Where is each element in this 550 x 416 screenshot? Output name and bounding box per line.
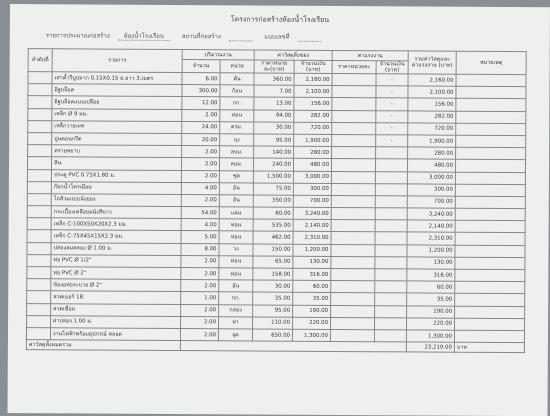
row-price: 360.00: [254, 73, 294, 85]
row-labor-amount: [375, 281, 407, 293]
row-item: ก๊อกน้ำโครเมียม: [51, 181, 181, 194]
row-total: 1,200.00: [407, 245, 455, 257]
header-material: ค่าวัสดุสิ่งของ: [254, 50, 332, 60]
row-labor-price: [331, 220, 375, 232]
row-unit: อัน: [219, 195, 253, 207]
row-qty: 4.00: [181, 219, 219, 231]
row-remark: [456, 86, 526, 99]
grand-total-spacer: [180, 341, 406, 352]
row-labor-amount: -: [376, 122, 408, 134]
row-amount: 220.00: [293, 317, 331, 329]
row-amount: 3,000.00: [293, 171, 331, 183]
row-item: ท่อ PVC Ø 2": [51, 267, 181, 280]
row-price: 7.00: [254, 85, 294, 97]
row-unit: ลบม.: [220, 146, 254, 158]
row-no: [27, 181, 51, 193]
row-item: ท่อ PVC Ø 1/2": [51, 255, 181, 268]
row-price: 650.00: [252, 329, 292, 341]
row-no: [28, 133, 52, 145]
row-remark: [455, 269, 525, 282]
row-labor-price: [331, 171, 375, 183]
row-price: 94.00: [254, 110, 294, 122]
row-total: 2,310.00: [407, 232, 455, 244]
row-item: หิน: [51, 157, 181, 170]
row-amount: 2,160.00: [294, 73, 332, 85]
row-unit: ตรม.: [220, 122, 254, 134]
row-total: 280.00: [408, 147, 456, 159]
row-qty: 24.00: [182, 121, 220, 133]
row-labor-price: [332, 134, 376, 146]
row-no: [28, 108, 52, 120]
row-no: [27, 242, 51, 254]
row-total: 2,160.00: [408, 74, 456, 86]
row-unit: กล่อง: [219, 304, 253, 316]
row-qty: 2.00: [181, 255, 219, 267]
grand-total-value: 23,219.00: [406, 342, 454, 352]
row-total: 190.00: [407, 305, 455, 317]
row-labor-price: [331, 244, 375, 256]
row-qty: 1.00: [181, 292, 219, 304]
row-amount: 2,100.00: [294, 85, 332, 97]
row-price: 462.00: [253, 231, 293, 243]
info-value-location: [229, 33, 253, 41]
row-labor-amount: [376, 147, 408, 159]
row-labor-amount: [375, 220, 407, 232]
row-amount: 300.00: [293, 183, 331, 195]
row-item: เหล็กวายเมท: [52, 121, 182, 134]
row-qty: 8.00: [181, 243, 219, 255]
row-amount: 280.00: [294, 146, 332, 158]
header-qty-unit: หน่วย: [220, 60, 254, 73]
row-amount: 156.00: [294, 98, 332, 110]
header-labor: ค่าแรงงาน: [332, 50, 408, 60]
document-title: โครงการก่อสร้างห้องน้ำโรงเรียน: [230, 15, 330, 24]
header-total: รวมค่าวัสดุและค่าแรงงาน (บาท): [408, 51, 456, 74]
row-item: ฝาปล่อง 1.00 ม.: [51, 316, 181, 329]
row-labor-price: [332, 147, 376, 159]
row-price: 1,500.00: [253, 170, 293, 182]
row-amount: 480.00: [293, 159, 331, 171]
project-info: [46, 30, 331, 42]
row-no: [27, 267, 51, 279]
row-price: 140.00: [254, 146, 294, 158]
row-unit: ก้อน: [220, 85, 254, 97]
row-labor-amount: [375, 257, 407, 269]
row-price: 60.00: [253, 207, 293, 219]
row-unit: ฝา: [219, 317, 253, 329]
info-label-location: สถานที่ก่อสร้าง: [181, 33, 221, 41]
row-labor-price: [331, 256, 375, 268]
row-item: อิฐบล็อค: [52, 84, 182, 97]
row-no: [27, 279, 51, 291]
row-unit: ชุด: [219, 170, 253, 182]
row-remark: [455, 220, 525, 233]
row-no: [27, 206, 51, 218]
row-item: งานไฟฟ้าพร้อมอุปกรณ์ หลอด: [50, 328, 180, 341]
row-labor-amount: [375, 305, 407, 317]
row-labor-price: [331, 293, 375, 305]
row-qty: 20.00: [182, 133, 220, 145]
row-item: ข้องอท่อระบาย Ø 2": [51, 279, 181, 292]
row-unit: ท่อน: [219, 219, 253, 231]
row-labor-price: [332, 122, 376, 134]
row-remark: [455, 306, 525, 319]
row-unit: วง: [219, 243, 253, 255]
row-qty: 2.00: [181, 158, 219, 170]
row-price: 30.00: [254, 122, 294, 134]
row-no: [28, 96, 52, 108]
row-labor-amount: [375, 293, 407, 305]
row-price: 158.00: [253, 268, 293, 280]
row-total: 1,300.00: [406, 330, 454, 342]
row-unit: กก.: [219, 292, 253, 304]
grand-total-label: ค่าวัสดุทั้งหมดรวม: [26, 340, 180, 351]
row-total: 3,000.00: [407, 171, 455, 183]
header-mat-price: ราคาหน่วยละ(บาท): [254, 60, 294, 73]
row-labor-price: [332, 86, 376, 98]
row-total: 2,140.00: [407, 220, 455, 232]
row-no: [28, 120, 52, 132]
row-qty: 2.00: [180, 328, 218, 340]
row-no: [27, 169, 51, 181]
row-labor-amount: -: [376, 86, 408, 98]
row-unit: อัน: [219, 182, 253, 194]
row-remark: [455, 184, 525, 197]
row-qty: 300.00: [182, 85, 220, 97]
row-total: 480.00: [408, 159, 456, 171]
row-total: 1,900.00: [408, 135, 456, 147]
row-qty: 6.00: [182, 73, 220, 85]
row-unit: ถุง: [220, 134, 254, 146]
row-qty: 2.00: [182, 146, 220, 158]
info-label-plan: แบบเลขที่: [264, 33, 290, 41]
row-qty: 2.00: [182, 109, 220, 121]
row-item: ทรายหยาบ: [52, 145, 182, 158]
row-total: 2,100.00: [408, 86, 456, 98]
row-remark: [456, 74, 526, 87]
row-unit: ลบม.: [219, 158, 253, 170]
row-amount: 35.00: [293, 293, 331, 305]
row-no: [27, 315, 51, 327]
header-quantity: ปริมาณงาน: [182, 50, 254, 60]
row-no: [27, 230, 51, 242]
row-labor-price: [332, 98, 376, 110]
row-no: [27, 254, 51, 266]
row-amount: 2,310.00: [293, 232, 331, 244]
row-unit: ต้น: [220, 73, 254, 85]
row-labor-price: [331, 208, 375, 220]
row-labor-price: [332, 73, 376, 85]
row-item: อิฐบล็อคแบบเปลือย: [52, 96, 182, 109]
row-unit: กก.: [220, 97, 254, 109]
row-unit: ท่อน: [219, 268, 253, 280]
row-labor-amount: -: [376, 135, 408, 147]
row-item: เสาค้ำรีบูปมาก 0.15X0.15 ม.ยาว 3.เมตร: [52, 72, 182, 85]
row-qty: 2.00: [181, 280, 219, 292]
row-remark: [455, 281, 525, 294]
row-remark: [456, 147, 526, 160]
grand-total-row: [26, 340, 524, 353]
row-item: เหล็ก C-75X45X15X2.3 มม.: [51, 230, 181, 243]
row-price: 535.00: [253, 219, 293, 231]
row-remark: [454, 330, 524, 343]
grand-total-unit: บาท: [454, 342, 524, 352]
row-labor-amount: [375, 232, 407, 244]
row-item: ลวดเชื่อม: [51, 303, 181, 316]
row-amount: 1,300.00: [292, 329, 330, 341]
row-remark: [455, 294, 525, 307]
row-remark: [455, 257, 525, 270]
row-unit: ท่อน: [220, 109, 254, 121]
row-amount: 720.00: [294, 122, 332, 134]
row-item: ปล่องลมคลอง Ø 1.00 ม.: [51, 242, 181, 255]
row-labor-price: [331, 305, 375, 317]
row-amount: 3,240.00: [293, 207, 331, 219]
row-no: [27, 193, 51, 205]
row-total: 156.00: [408, 98, 456, 110]
row-remark: [455, 245, 525, 258]
row-price: 75.00: [253, 183, 293, 195]
row-price: 13.00: [254, 97, 294, 109]
estimate-table: [26, 48, 527, 353]
row-labor-amount: [375, 159, 407, 171]
row-labor-amount: [375, 244, 407, 256]
row-item: กระเบื้องเคลือบผนังสีขาว: [51, 206, 181, 219]
info-value-estimate: ห้องน้ำโรงเรียน: [118, 33, 170, 41]
row-total: 700.00: [407, 196, 455, 208]
row-labor-price: [331, 317, 375, 329]
row-total: 282.00: [408, 110, 456, 122]
row-labor-price: [330, 329, 374, 341]
row-labor-price: [332, 110, 376, 122]
header-item: รายการ: [52, 49, 182, 73]
row-price: 240.00: [253, 158, 293, 170]
row-qty: 12.00: [182, 97, 220, 109]
header-no: ลำดับที่: [28, 49, 52, 72]
row-labor-price: [331, 281, 375, 293]
row-item: โถส้วมแบบนั่งยอง: [51, 194, 181, 207]
row-total: 220.00: [407, 318, 455, 330]
row-qty: 2.00: [181, 316, 219, 328]
row-item: เหล็ก Ø 9 มม.: [52, 108, 182, 121]
header-qty-count: จำนวน: [182, 60, 220, 73]
row-amount: 2,140.00: [293, 219, 331, 231]
row-labor-amount: -: [376, 98, 408, 110]
row-labor-amount: [375, 208, 407, 220]
row-price: 110.00: [253, 317, 293, 329]
row-total: 130.00: [407, 257, 455, 269]
row-amount: 130.00: [293, 256, 331, 268]
row-total: 60.00: [407, 281, 455, 293]
info-value-plan: [297, 34, 321, 42]
row-amount: 316.00: [293, 268, 331, 280]
document-page: [8, 4, 550, 416]
header-mat-amount: จำนวนเงิน (บาท): [294, 60, 332, 73]
row-amount: 1,200.00: [293, 244, 331, 256]
row-amount: 190.00: [293, 305, 331, 317]
row-remark: [456, 123, 526, 136]
row-total: 3,240.00: [407, 208, 455, 220]
row-labor-amount: -: [376, 110, 408, 122]
row-remark: [455, 208, 525, 221]
row-labor-amount: [374, 330, 406, 342]
row-total: 300.00: [407, 184, 455, 196]
row-price: 95.00: [254, 134, 294, 146]
row-labor-amount: [375, 269, 407, 281]
row-labor-price: [331, 183, 375, 195]
row-total: 316.00: [407, 269, 455, 281]
row-item: ปูนคอนกรีต: [52, 133, 182, 146]
row-remark: [455, 160, 525, 173]
row-price: 65.00: [253, 256, 293, 268]
row-labor-amount: [375, 183, 407, 195]
row-no: [28, 72, 52, 84]
row-labor-price: [331, 268, 375, 280]
row-remark: [455, 196, 525, 209]
row-remark: [455, 233, 525, 246]
row-labor-price: [331, 232, 375, 244]
row-item: เหล็ก C-100X50X20X2.3 มม.: [51, 218, 181, 231]
header-lab-price: ราคาหน่วยละ: [332, 60, 376, 73]
row-remark: [455, 318, 525, 331]
row-price: 95.00: [253, 305, 293, 317]
header-remark: หมายเหตุ: [456, 51, 526, 74]
row-no: [27, 291, 51, 303]
row-no: [27, 157, 51, 169]
row-no: [26, 328, 50, 340]
row-item: ประตู PVC 0.75X1.80 ม.: [51, 169, 181, 182]
row-qty: 2.00: [181, 268, 219, 280]
row-unit: จุด: [218, 329, 252, 341]
row-amount: 60.00: [293, 280, 331, 292]
row-labor-price: [331, 195, 375, 207]
row-labor-amount: [375, 171, 407, 183]
row-labor-amount: [375, 196, 407, 208]
row-remark: [456, 111, 526, 124]
row-amount: 700.00: [293, 195, 331, 207]
row-price: 35.00: [253, 292, 293, 304]
row-item: ลวดเบอร์ 18: [51, 291, 181, 304]
row-unit: ท่อน: [219, 256, 253, 268]
row-amount: 1,900.00: [294, 134, 332, 146]
row-qty: 2.00: [181, 304, 219, 316]
row-qty: 2.00: [181, 194, 219, 206]
row-labor-amount: -: [376, 74, 408, 86]
row-unit: อัน: [219, 280, 253, 292]
row-remark: [455, 172, 525, 185]
row-unit: แผ่น: [219, 207, 253, 219]
row-total: 720.00: [408, 123, 456, 135]
row-labor-amount: [375, 317, 407, 329]
row-price: 350.00: [253, 195, 293, 207]
row-amount: 282.00: [294, 110, 332, 122]
info-label-estimate: รายการประมาณก่อสร้าง: [45, 32, 110, 40]
row-qty: 4.00: [181, 182, 219, 194]
row-unit: ท่อน: [219, 231, 253, 243]
row-no: [28, 145, 52, 157]
row-no: [27, 303, 51, 315]
row-labor-price: [331, 159, 375, 171]
row-no: [27, 218, 51, 230]
row-no: [28, 84, 52, 96]
row-remark: [456, 135, 526, 148]
row-qty: 5.00: [181, 231, 219, 243]
row-remark: [456, 99, 526, 112]
row-total: 35.00: [407, 293, 455, 305]
row-qty: 2.00: [181, 170, 219, 182]
row-price: 30.00: [253, 280, 293, 292]
header-lab-amount: จำนวนเงิน (บาท): [376, 61, 408, 74]
row-price: 150.00: [253, 244, 293, 256]
row-qty: 54.00: [181, 207, 219, 219]
